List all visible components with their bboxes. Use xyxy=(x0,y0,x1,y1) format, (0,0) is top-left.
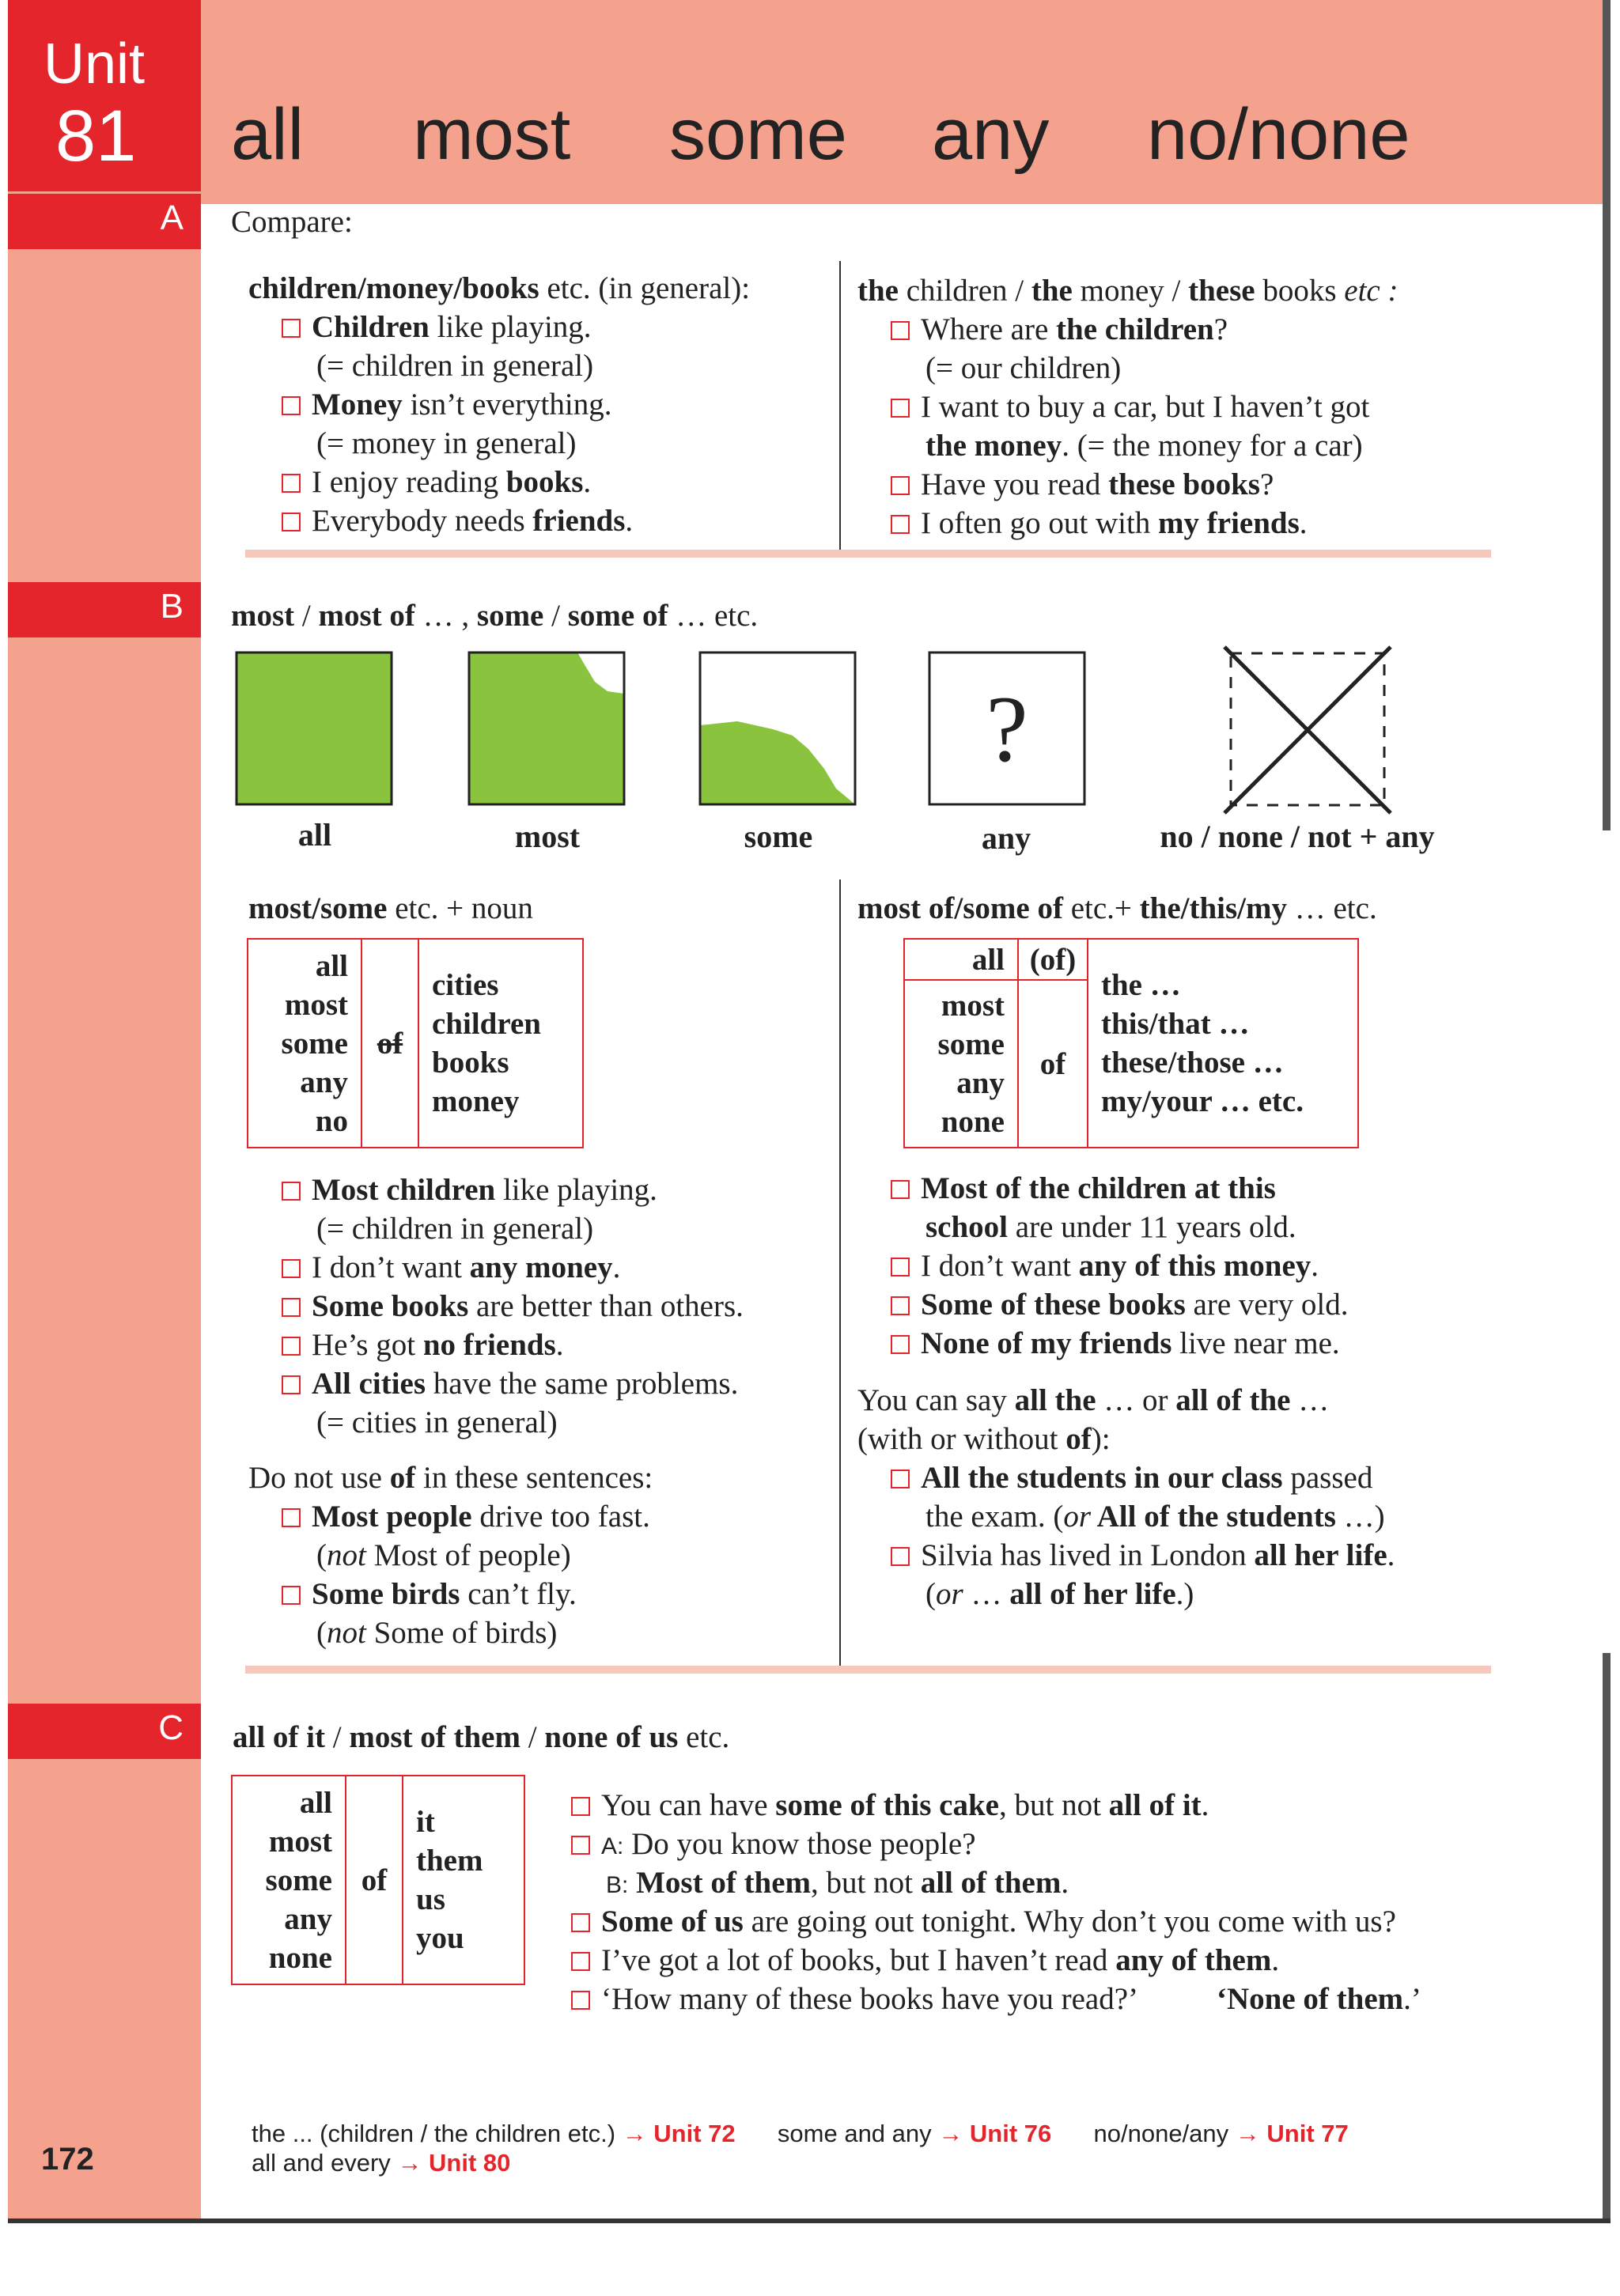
label-any: any xyxy=(981,820,1031,856)
b-left-note-gloss-2: (not Some of birds) xyxy=(316,1616,558,1650)
b-heading: most / most of … , some / some of … etc. xyxy=(231,599,759,633)
a-left-gloss-1: (= children in general) xyxy=(316,349,594,383)
of-column: of xyxy=(346,1776,403,1984)
bullet-icon xyxy=(571,1797,590,1816)
section-letter-c: C xyxy=(158,1708,184,1747)
bullet-icon xyxy=(891,1470,910,1488)
noun-column: cities children books money xyxy=(418,939,583,1148)
a-right-example-2-cont: the money. (= the money for a car) xyxy=(925,429,1363,463)
bullet-icon xyxy=(282,1508,301,1527)
b-right-note-example-1-cont: the exam. (or All of the students …) xyxy=(925,1500,1385,1534)
a-left-example-2: Money isn’t everything. xyxy=(282,385,611,424)
most-square-figure xyxy=(467,650,628,808)
section-b-bar xyxy=(8,582,201,637)
crossed-out-of: of xyxy=(377,1026,403,1061)
bullet-icon xyxy=(282,1586,301,1605)
divider-a xyxy=(839,261,841,554)
b-right-example-2: I don’t want any of this money. xyxy=(891,1246,1319,1285)
some-square-figure xyxy=(698,650,859,808)
all-cell: all xyxy=(904,939,1018,980)
b-right-example-1: Most of the children at this xyxy=(891,1169,1276,1208)
header-word-any: any xyxy=(932,94,1050,175)
bullet-icon xyxy=(571,1991,590,2010)
b-left-example-5: All cities have the same problems. xyxy=(282,1364,738,1403)
a-right-example-3: Have you read these books? xyxy=(891,465,1274,504)
b-left-note-example-1: Most people drive too fast. xyxy=(282,1497,650,1536)
a-right-gloss-1: (= our children) xyxy=(925,351,1122,385)
unit-number: 81 xyxy=(55,96,137,176)
side-column xyxy=(8,0,201,2222)
bullet-icon xyxy=(571,1836,590,1855)
edge-strip-lower xyxy=(1603,1653,1611,2222)
bullet-icon xyxy=(891,1296,910,1315)
arrow-icon: → xyxy=(938,2120,963,2147)
of-column xyxy=(361,939,418,1148)
c-example-1: You can have some of this cake, but not all of it. xyxy=(571,1786,1209,1825)
bullet-icon xyxy=(891,1335,910,1354)
c-table xyxy=(231,1775,525,1985)
quantifier-column: most some any none xyxy=(904,980,1018,1148)
c-example-3: Some of us are going out tonight. Why don’t you come with us? xyxy=(571,1902,1396,1941)
b-left-heading: most/some etc. + noun xyxy=(248,891,533,925)
arrow-icon: → xyxy=(622,2120,647,2147)
b-left-gloss-1: (= children in general) xyxy=(316,1212,594,1246)
a-left-example-4: Everybody needs friends. xyxy=(282,501,633,540)
bullet-icon xyxy=(891,1180,910,1199)
bullet-icon xyxy=(891,399,910,418)
b-left-table xyxy=(247,938,584,1148)
header-word-no-none: no/none xyxy=(1147,94,1410,175)
b-left-example-3: Some books are better than others. xyxy=(282,1287,744,1326)
section-a-bar xyxy=(8,194,201,249)
a-left-heading: children/money/books etc. (in general): xyxy=(248,271,751,305)
bullet-icon xyxy=(891,515,910,534)
panel-shadow-a xyxy=(245,550,1491,558)
arrow-icon: → xyxy=(397,2149,422,2177)
a-left-example-1: Children like playing. xyxy=(282,308,592,346)
header-word-some: some xyxy=(669,94,847,175)
of-cell: of xyxy=(1018,980,1088,1148)
bullet-icon xyxy=(282,1337,301,1356)
section-letter-b: B xyxy=(160,587,184,626)
b-right-note-example-1: All the students in our class passed xyxy=(891,1458,1372,1497)
c-example-5-answer: ‘None of them.’ xyxy=(1217,1982,1421,2016)
bullet-icon xyxy=(891,1547,910,1566)
section-letter-a: A xyxy=(160,199,184,237)
b-right-example-1-cont: school are under 11 years old. xyxy=(925,1210,1296,1244)
bullet-icon xyxy=(891,1258,910,1277)
b-right-note-example-2: Silvia has lived in London all her life. xyxy=(891,1536,1395,1575)
compare-label: Compare: xyxy=(231,205,353,239)
bullet-icon xyxy=(282,513,301,531)
pronoun-column: it them us you xyxy=(403,1776,524,1984)
a-right-example-4: I often go out with my friends. xyxy=(891,504,1308,543)
all-square-figure xyxy=(234,650,396,808)
b-right-example-4: None of my friends live near me. xyxy=(891,1324,1340,1363)
label-all: all xyxy=(297,817,332,853)
b-left-gloss-5: (= cities in general) xyxy=(316,1405,558,1439)
bullet-icon xyxy=(282,1259,301,1278)
c-example-2-reply: B: Most of them, but not all of them. xyxy=(606,1866,1069,1900)
a-right-example-1: Where are the children? xyxy=(891,310,1228,349)
b-left-example-2: I don’t want any money. xyxy=(282,1248,620,1287)
bottom-rule xyxy=(8,2218,1611,2223)
determiner-column: the … this/that … these/those … my/your … etc. xyxy=(1088,939,1358,1148)
edge-strip xyxy=(1603,0,1611,830)
bullet-icon xyxy=(571,1952,590,1971)
link-unit-77[interactable]: Unit 77 xyxy=(1266,2120,1349,2147)
label-most: most xyxy=(514,819,581,854)
b-left-example-1: Most children like playing. xyxy=(282,1171,657,1209)
c-example-2: A: Do you know those people? xyxy=(571,1825,976,1866)
bullet-icon xyxy=(282,396,301,415)
divider-b xyxy=(839,879,841,1666)
any-square-figure xyxy=(927,650,1088,808)
b-right-table xyxy=(903,938,1359,1148)
a-left-gloss-2: (= money in general) xyxy=(316,426,577,460)
b-right-example-3: Some of these books are very old. xyxy=(891,1285,1349,1324)
b-right-note-cont: (with or without of): xyxy=(857,1422,1111,1456)
label-some: some xyxy=(744,819,813,854)
c-heading: all of it / most of them / none of us etc. xyxy=(233,1720,730,1754)
footer-line-1: the ... (children / the children etc.) → Unit 72 some and any → Unit 76 no/none/any → Unit 77 xyxy=(252,2120,1349,2147)
panel-shadow-b xyxy=(245,1666,1491,1674)
a-right-heading: the children / the money / these books etc : xyxy=(857,274,1399,308)
link-unit-80[interactable]: Unit 80 xyxy=(429,2149,511,2177)
header-word-all: all xyxy=(231,94,305,175)
a-left-example-3: I enjoy reading books. xyxy=(282,463,591,501)
page-number: 172 xyxy=(41,2142,94,2177)
bullet-icon xyxy=(891,476,910,495)
bullet-icon xyxy=(282,1298,301,1317)
optional-of-cell: (of) xyxy=(1018,939,1088,980)
section-c-bar xyxy=(8,1704,201,1759)
header-word-most: most xyxy=(413,94,571,175)
bullet-icon xyxy=(282,474,301,493)
bullet-icon xyxy=(571,1913,590,1932)
a-right-example-2: I want to buy a car, but I haven’t got xyxy=(891,388,1369,426)
c-example-5: ‘How many of these books have you read?’ xyxy=(571,1980,1138,2018)
no-cross-figure xyxy=(1217,641,1399,819)
b-left-note-example-2: Some birds can’t fly. xyxy=(282,1575,577,1613)
link-unit-72[interactable]: Unit 72 xyxy=(653,2120,736,2147)
footer-line-2: all and every → Unit 80 xyxy=(252,2149,511,2177)
b-left-note-gloss-1: (not Most of people) xyxy=(316,1538,571,1572)
bullet-icon xyxy=(282,1375,301,1394)
arrow-icon: → xyxy=(1235,2120,1260,2147)
bullet-icon xyxy=(282,1182,301,1201)
c-example-4: I’ve got a lot of books, but I haven’t read any of them. xyxy=(571,1941,1279,1980)
quantifier-column: all most some any none xyxy=(232,1776,346,1984)
b-right-note: You can say all the … or all of the … xyxy=(857,1383,1330,1417)
b-left-note: Do not use of in these sentences: xyxy=(248,1461,653,1495)
label-no: no / none / not + any xyxy=(1160,819,1435,854)
unit-label: Unit xyxy=(44,32,146,96)
bullet-icon xyxy=(282,319,301,338)
b-right-heading: most of/some of etc.+ the/this/my … etc. xyxy=(857,891,1377,925)
bullet-icon xyxy=(891,321,910,340)
question-mark: ? xyxy=(986,676,1028,781)
b-left-example-4: He’s got no friends. xyxy=(282,1326,564,1364)
link-unit-76[interactable]: Unit 76 xyxy=(969,2120,1052,2147)
b-right-note-example-2-cont: (or … all of her life.) xyxy=(925,1577,1194,1611)
quantifier-column: all most some any no xyxy=(248,939,361,1148)
